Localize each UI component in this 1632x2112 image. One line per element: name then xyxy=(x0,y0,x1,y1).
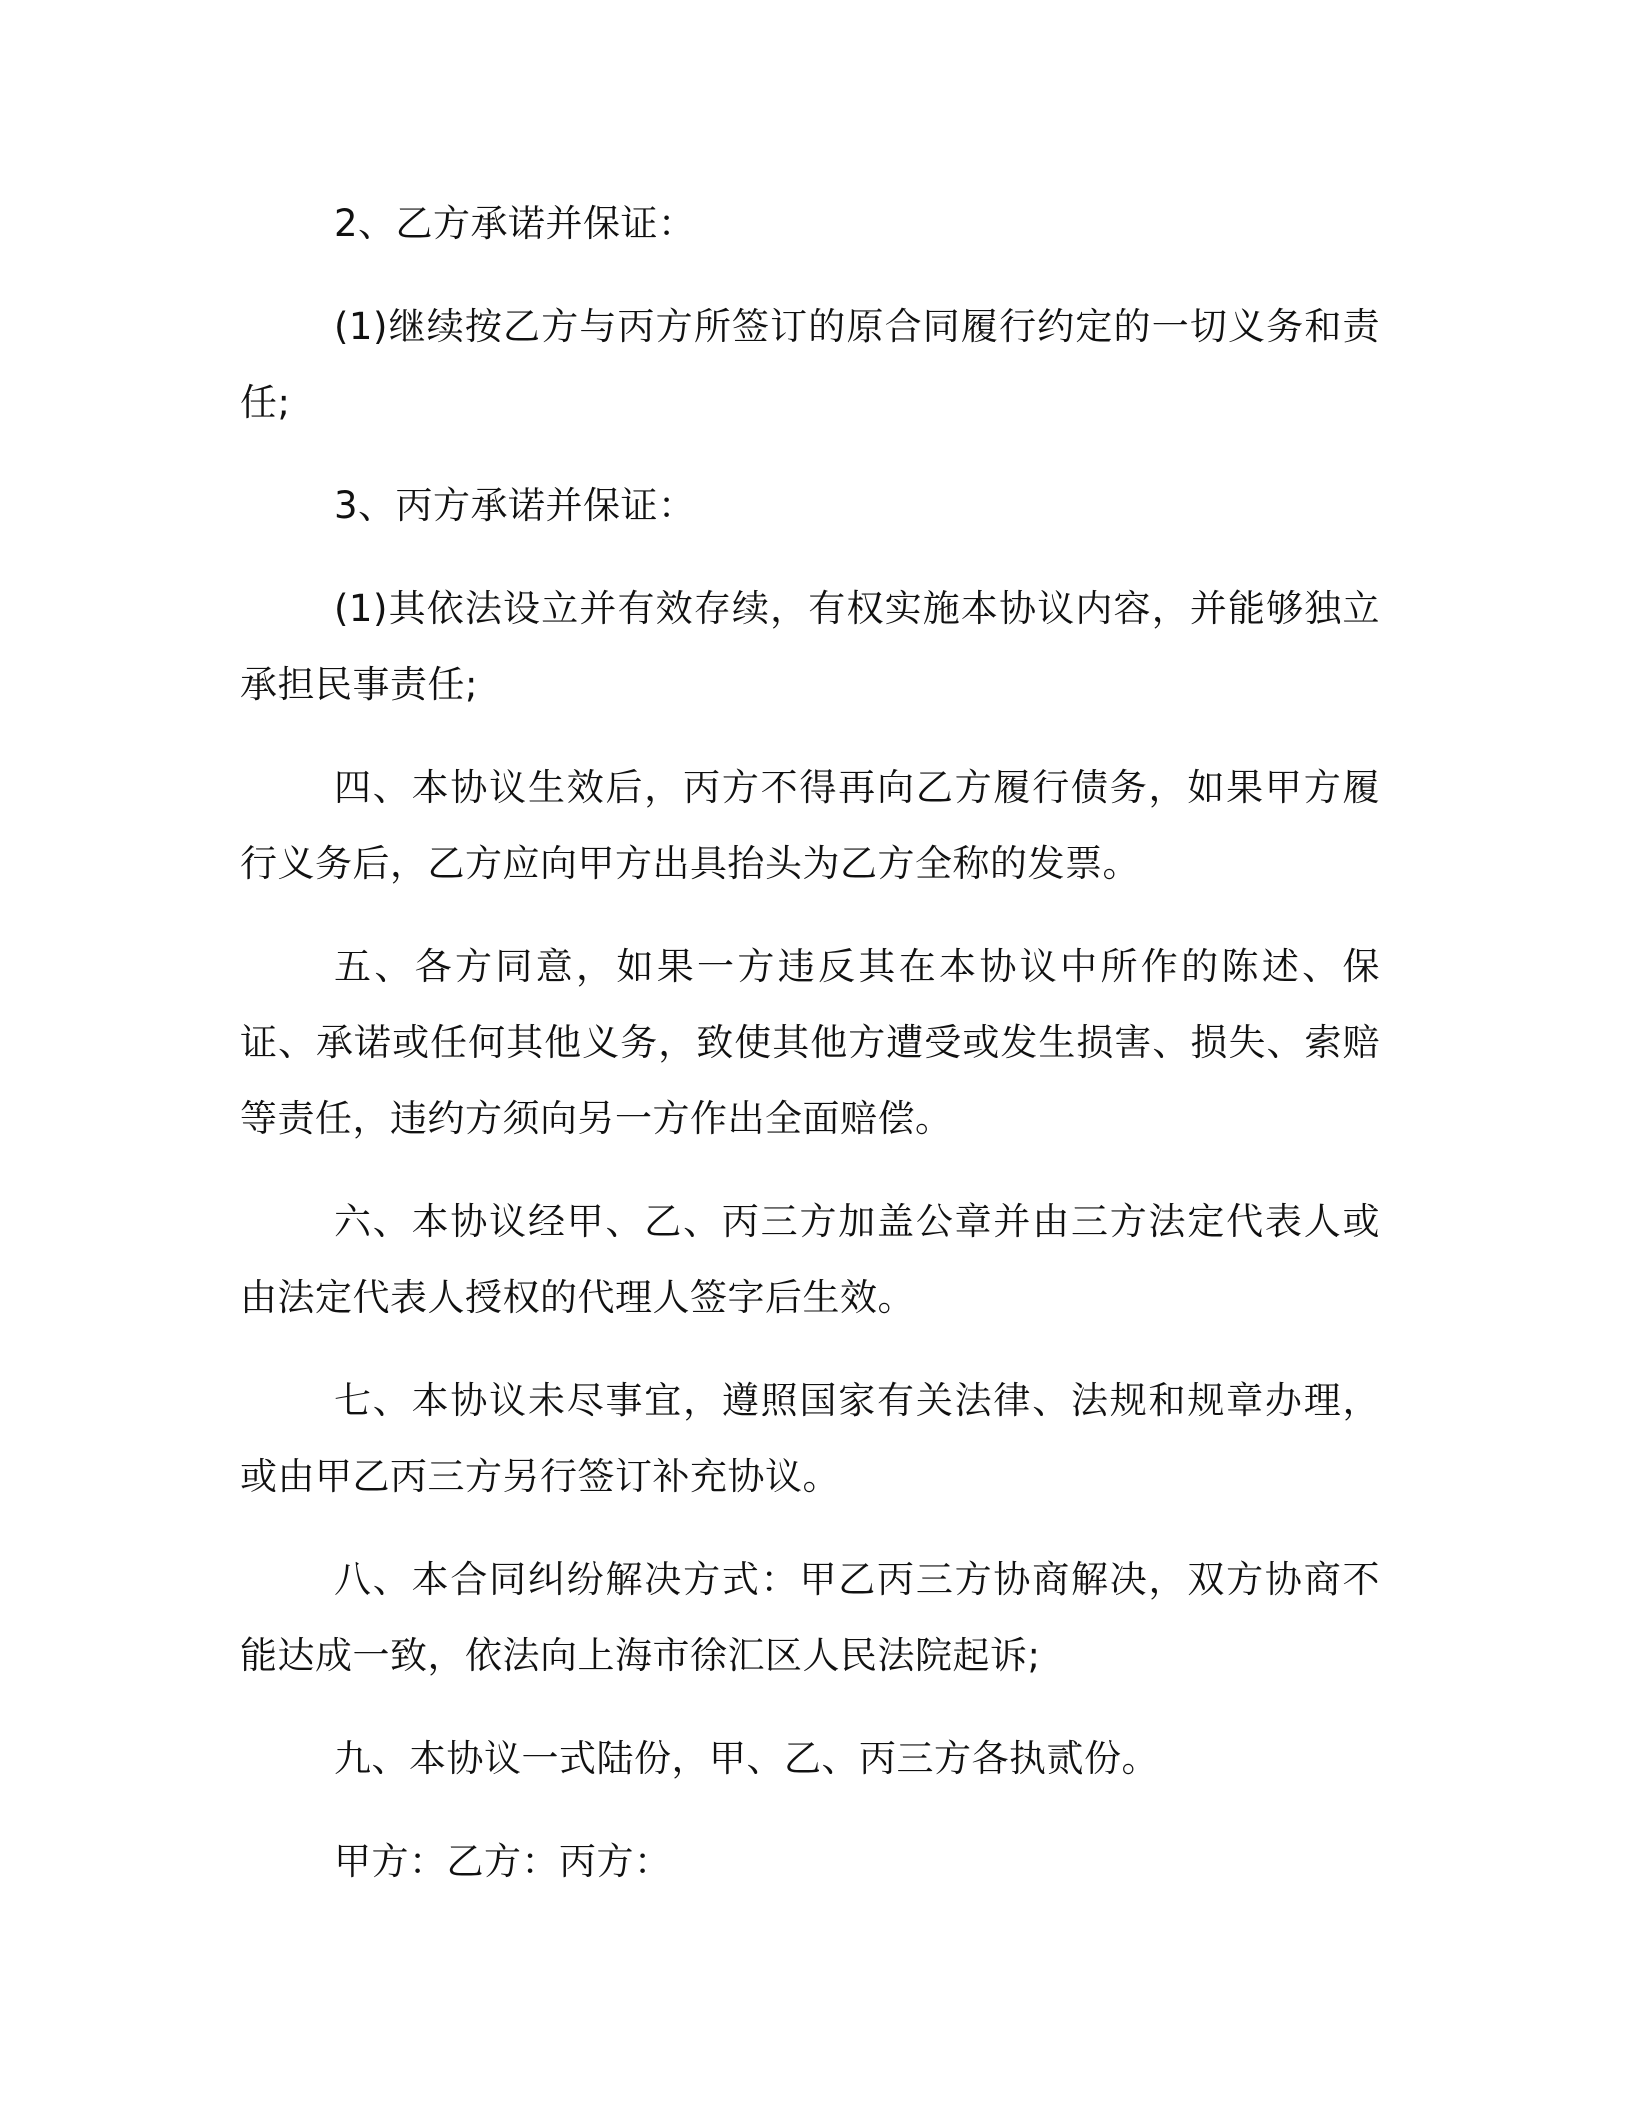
article-7: 七、本协议未尽事宜，遵照国家有关法律、法规和规章办理，或由甲乙丙三方另行签订补充协议。 xyxy=(240,1379,1380,1498)
clause-3-item-1: (1)其依法设立并有效存续，有权实施本协议内容，并能够独立承担民事责任; xyxy=(240,587,1380,706)
clause-2-item-1: (1)继续按乙方与丙方所签订的原合同履行约定的一切义务和责任; xyxy=(240,305,1380,424)
clause-3-heading: 3、丙方承诺并保证： xyxy=(334,484,696,527)
signature-parties: 甲方：乙方：丙方： xyxy=(334,1840,672,1883)
article-6: 六、本协议经甲、乙、丙三方加盖公章并由三方法定代表人或由法定代表人授权的代理人签字后生效。 xyxy=(240,1200,1380,1319)
article-9: 九、本协议一式陆份，甲、乙、丙三方各执贰份。 xyxy=(334,1737,1159,1780)
article-5: 五、各方同意，如果一方违反其在本协议中所作的陈述、保证、承诺或任何其他义务，致使其他方遭受或发生损害、损失、索赔等责任，违约方须向另一方作出全面赔偿。 xyxy=(240,945,1380,1140)
article-8: 八、本合同纠纷解决方式：甲乙丙三方协商解决，双方协商不能达成一致，依法向上海市徐汇区人民法院起诉; xyxy=(240,1558,1380,1677)
clause-2-heading: 2、乙方承诺并保证： xyxy=(334,202,696,245)
article-4: 四、本协议生效后，丙方不得再向乙方履行债务，如果甲方履行义务后，乙方应向甲方出具抬头为乙方全称的发票。 xyxy=(240,766,1380,885)
document-body xyxy=(240,186,1380,1927)
